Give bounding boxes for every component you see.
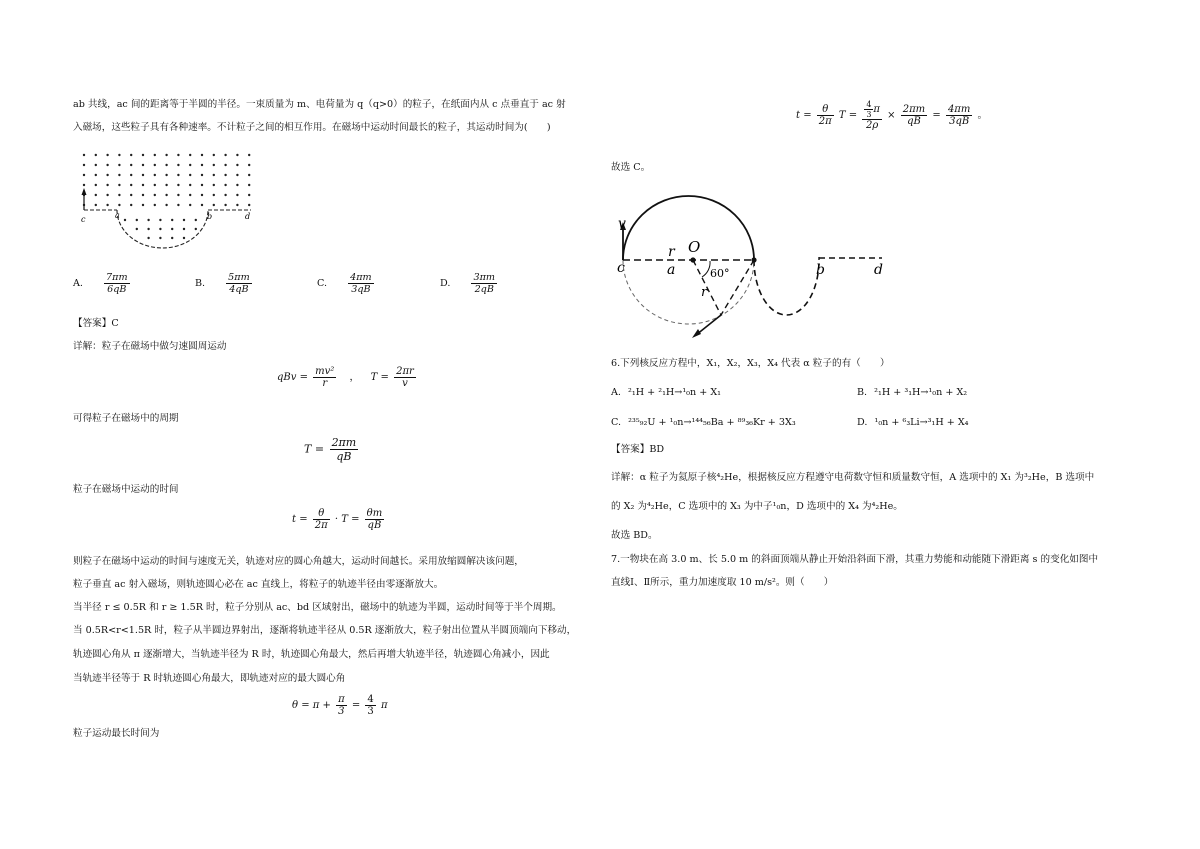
paragraph-5: 轨迹圆心角从 π 逐渐增大，当轨迹半径为 R 时，轨迹圆心角最大，然后再增大轨迹半径，轨迹圆心角减小，因此 bbox=[73, 649, 550, 660]
eq1-num1: mv² bbox=[315, 366, 335, 377]
field-dot bbox=[130, 174, 132, 176]
option-d-den: 2qB bbox=[474, 284, 494, 295]
field-dot bbox=[177, 184, 179, 186]
field-dot bbox=[201, 184, 203, 186]
field-dot bbox=[189, 164, 191, 166]
field-dot bbox=[130, 184, 132, 186]
field-dot bbox=[213, 194, 215, 196]
field-dot bbox=[130, 194, 132, 196]
field-dot bbox=[213, 184, 215, 186]
field-dot bbox=[159, 237, 161, 239]
field-dot bbox=[165, 154, 167, 156]
paragraph-3: 当半径 r ≤ 0.5R 和 r ≥ 1.5R 时，粒子分别从 ac、bd 区域射出，磁场中的轨迹为半圆，运动时间等于半个周期。 bbox=[73, 602, 562, 613]
field-dot bbox=[183, 237, 185, 239]
eq4-num1: π bbox=[338, 694, 345, 705]
eq4-den2: 3 bbox=[367, 706, 374, 717]
eq5-end: 。 bbox=[977, 110, 988, 121]
q6-option-c-label: C. bbox=[611, 417, 622, 428]
eq5-times: × bbox=[887, 110, 896, 121]
field-dot bbox=[95, 184, 97, 186]
paragraph-1: 则粒子在磁场中运动的时间与速度无关，轨迹对应的圆心角越大，运动时间越长。采用放缩圆解决该问题， bbox=[73, 556, 524, 567]
field-dot bbox=[224, 204, 226, 206]
field-dot bbox=[236, 194, 238, 196]
eq4-mid: = bbox=[351, 700, 361, 711]
field-dot bbox=[236, 174, 238, 176]
field-dot bbox=[224, 154, 226, 156]
field-dot bbox=[95, 164, 97, 166]
trajectory-figure bbox=[612, 195, 902, 345]
field-dot bbox=[248, 194, 250, 196]
field-dot bbox=[106, 204, 108, 206]
paragraph-6: 当轨迹半径等于 R 时轨迹圆心角最大，即轨迹对应的最大圆心角 bbox=[73, 673, 346, 684]
fig2-label-o: O bbox=[688, 238, 701, 256]
field-dot bbox=[142, 154, 144, 156]
field-dot bbox=[248, 164, 250, 166]
field-dot bbox=[118, 194, 120, 196]
fig2-label-a: a bbox=[667, 262, 676, 278]
field-dot bbox=[177, 154, 179, 156]
field-dot bbox=[130, 164, 132, 166]
field-dot bbox=[142, 204, 144, 206]
field-dot bbox=[106, 194, 108, 196]
field-dot bbox=[189, 204, 191, 206]
q6-option-a-text: ²₁H + ²₁H→¹₀n + X₁ bbox=[628, 387, 722, 398]
option-a-num: 7πm bbox=[106, 272, 128, 283]
fig2-label-r1: r bbox=[668, 244, 675, 260]
option-b-label: B. bbox=[195, 278, 206, 289]
time-text: 粒子在磁场中运动的时间 bbox=[73, 484, 179, 495]
field-dot bbox=[236, 184, 238, 186]
field-dot bbox=[171, 219, 173, 221]
field-dot bbox=[195, 219, 197, 221]
field-dot bbox=[213, 204, 215, 206]
field-dot bbox=[165, 184, 167, 186]
eq5-num3: 2πm bbox=[902, 104, 926, 115]
eq5-top-den: 3 bbox=[866, 110, 872, 119]
field-dot bbox=[106, 154, 108, 156]
option-d[interactable] bbox=[440, 272, 499, 295]
question-text-line2: 入磁场，这些粒子具有各种速率。不计粒子之间的相互作用。在磁场中运动时间最长的粒子，其运动时间为( ) bbox=[73, 122, 551, 133]
eq5-den4: 3qB bbox=[949, 116, 970, 127]
question-text-line1: ab 共线，ac 间的距离等于半圆的半径。一束质量为 m、电荷量为 q（q>0）的粒子，在纸面内从 c 点垂直于 ac 射 bbox=[73, 99, 566, 110]
q6-option-b[interactable] bbox=[857, 386, 967, 399]
equation-angle bbox=[292, 694, 388, 717]
option-d-label: D. bbox=[440, 278, 451, 289]
question-7-line2: 直线Ⅰ、Ⅱ所示，重力加速度取 10 m/s²。则（ ） bbox=[611, 577, 834, 588]
field-dot bbox=[142, 184, 144, 186]
field-dot bbox=[171, 237, 173, 239]
field-dot bbox=[118, 174, 120, 176]
period-text: 可得粒子在磁场中的周期 bbox=[73, 413, 179, 424]
fig1-label-d: d bbox=[245, 212, 251, 221]
eq5-den1: 2π bbox=[818, 116, 832, 127]
eq5-top-pi: π bbox=[873, 104, 880, 115]
field-dot bbox=[106, 164, 108, 166]
field-dot bbox=[224, 194, 226, 196]
field-dot bbox=[183, 228, 185, 230]
field-dot bbox=[118, 184, 120, 186]
field-dot bbox=[106, 174, 108, 176]
magnetic-field-figure bbox=[75, 148, 265, 253]
option-c-num: 4πm bbox=[350, 272, 372, 283]
eq5-mid: T = bbox=[838, 110, 858, 121]
field-dot bbox=[142, 174, 144, 176]
option-b-den: 4qB bbox=[229, 284, 249, 295]
eq5-num1: θ bbox=[817, 104, 834, 116]
field-dot bbox=[189, 154, 191, 156]
field-dot bbox=[106, 184, 108, 186]
eq5-num4: 4πm bbox=[947, 104, 971, 115]
fig2-label-v: v bbox=[618, 216, 626, 232]
answer-label: 【答案】C bbox=[73, 318, 119, 329]
field-dot bbox=[165, 204, 167, 206]
field-dot bbox=[147, 219, 149, 221]
eq3-den1: 2π bbox=[314, 520, 328, 531]
field-dot bbox=[213, 164, 215, 166]
field-dot bbox=[165, 164, 167, 166]
field-dot bbox=[248, 154, 250, 156]
eq5-top-num: 4 bbox=[866, 100, 872, 109]
detail-6-line2: 的 X₂ 为⁴₂He，C 选项中的 X₃ 为中子¹₀n，D 选项中的 X₄ 为⁴₂He。 bbox=[611, 501, 903, 512]
option-c-label: C. bbox=[317, 278, 328, 289]
field-dot bbox=[118, 204, 120, 206]
field-dot bbox=[159, 228, 161, 230]
eq5-den3: qB bbox=[907, 116, 921, 127]
field-dot bbox=[154, 174, 156, 176]
field-dot bbox=[236, 164, 238, 166]
eq5-equals: = bbox=[932, 110, 941, 121]
detail-6-line1: 详解：α 粒子为氦原子核⁴₂He，根据核反应方程遵守电荷数守恒和质量数守恒，A 选项中的 X₁ 为³₂He，B 选项中 bbox=[611, 472, 1095, 483]
equation-period bbox=[304, 436, 360, 463]
field-dot bbox=[136, 219, 138, 221]
choose-bd-text: 故选 BD。 bbox=[611, 530, 658, 541]
field-dot bbox=[171, 228, 173, 230]
fig2-label-r2: r bbox=[701, 285, 708, 300]
field-dot bbox=[183, 219, 185, 221]
field-dot bbox=[213, 174, 215, 176]
eq1-den2: v bbox=[402, 378, 408, 389]
field-dot bbox=[95, 204, 97, 206]
field-dot bbox=[124, 219, 126, 221]
option-a[interactable] bbox=[73, 272, 132, 295]
field-dot bbox=[213, 154, 215, 156]
eq1-den1: r bbox=[322, 378, 328, 389]
eq5-den-mid: 2ρ bbox=[866, 120, 879, 131]
fig1-label-c: c bbox=[81, 215, 86, 224]
eq3-num1: θ bbox=[313, 508, 330, 520]
eq1-lhs2: T = bbox=[370, 372, 389, 383]
field-dot bbox=[165, 194, 167, 196]
field-dot bbox=[224, 184, 226, 186]
eq4-den1: 3 bbox=[338, 706, 345, 717]
fig1-label-b: b bbox=[207, 212, 213, 221]
field-dot bbox=[201, 194, 203, 196]
field-dot bbox=[177, 174, 179, 176]
equation-time bbox=[292, 508, 386, 531]
field-dot bbox=[177, 194, 179, 196]
field-dot bbox=[95, 194, 97, 196]
field-dot bbox=[177, 204, 179, 206]
field-dot bbox=[189, 174, 191, 176]
eq2-lhs: T = bbox=[304, 442, 325, 456]
detail-intro: 详解：粒子在磁场中做匀速圆周运动 bbox=[73, 341, 227, 352]
field-dot bbox=[154, 194, 156, 196]
eq2-den: qB bbox=[336, 450, 352, 463]
field-dot bbox=[201, 164, 203, 166]
q6-option-c-text: ²³⁵₉₂U + ¹₀n→¹⁴⁴₅₆Ba + ⁸⁹₃₆Kr + 3X₃ bbox=[628, 417, 796, 428]
fig2-label-angle: 60° bbox=[710, 267, 730, 280]
field-dot bbox=[83, 184, 85, 186]
paragraph-2: 粒子垂直 ac 射入磁场，则轨迹圆心必在 ac 直线上，将粒子的轨迹半径由零逐渐放大。 bbox=[73, 579, 444, 590]
field-dot bbox=[236, 204, 238, 206]
field-dot bbox=[248, 174, 250, 176]
question-7-line1: 7.一物块在高 3.0 m、长 5.0 m 的斜面顶端从静止开始沿斜面下滑，其重力势能和动能随下滑距离 s 的变化如图中 bbox=[611, 554, 1099, 565]
q6-option-d[interactable] bbox=[857, 416, 969, 429]
field-dot bbox=[154, 164, 156, 166]
fig2-label-c: c bbox=[617, 260, 625, 276]
q6-option-d-text: ¹₀n + ⁶₃Li→³₁H + X₄ bbox=[874, 417, 969, 428]
eq1-sep: ， bbox=[349, 372, 360, 383]
answer-6: 【答案】BD bbox=[611, 444, 665, 455]
q6-option-a-label: A. bbox=[611, 387, 621, 398]
fig2-label-d: d bbox=[874, 262, 883, 278]
field-dot bbox=[195, 228, 197, 230]
field-dot bbox=[224, 174, 226, 176]
field-dot bbox=[142, 164, 144, 166]
field-dot bbox=[224, 164, 226, 166]
paragraph-4: 当 0.5R<r<1.5R 时，粒子从半圆边界射出，逐渐将轨迹半径从 0.5R 逐渐放大，粒子射出位置从半圆顶端向下移动， bbox=[73, 625, 577, 636]
equation-longest-time bbox=[796, 100, 988, 131]
field-dot bbox=[201, 154, 203, 156]
field-dot bbox=[165, 174, 167, 176]
field-dot bbox=[154, 154, 156, 156]
field-dot bbox=[95, 174, 97, 176]
eq4-tail: π bbox=[380, 700, 388, 711]
q6-option-c[interactable] bbox=[611, 416, 796, 429]
field-dot bbox=[142, 194, 144, 196]
field-dot bbox=[83, 174, 85, 176]
eq3-lhs: t = bbox=[292, 514, 308, 525]
fig2-label-b: b bbox=[816, 262, 825, 278]
eq5-lhs: t = bbox=[796, 110, 812, 121]
field-dot bbox=[130, 154, 132, 156]
field-dot bbox=[130, 204, 132, 206]
q6-option-b-label: B. bbox=[857, 387, 868, 398]
field-dot bbox=[118, 164, 120, 166]
field-dot bbox=[147, 237, 149, 239]
eq4-lhs: θ = π + bbox=[292, 700, 331, 711]
field-dot bbox=[248, 204, 250, 206]
option-a-den: 6qB bbox=[107, 284, 127, 295]
option-b-num: 5πm bbox=[228, 272, 250, 283]
eq1-num2: 2πr bbox=[396, 366, 414, 377]
field-dot bbox=[83, 164, 85, 166]
field-dot bbox=[95, 154, 97, 156]
field-dot bbox=[189, 184, 191, 186]
eq4-num2: 4 bbox=[367, 694, 374, 705]
eq3-den2: qB bbox=[367, 520, 382, 531]
equation-lorentz bbox=[277, 366, 418, 389]
field-dot bbox=[154, 204, 156, 206]
option-d-num: 3πm bbox=[473, 272, 495, 283]
field-dot bbox=[177, 164, 179, 166]
field-dot bbox=[201, 174, 203, 176]
field-dot bbox=[201, 204, 203, 206]
field-dot bbox=[189, 194, 191, 196]
q6-option-b-text: ²₁H + ³₁H→¹₀n + X₂ bbox=[874, 387, 968, 398]
field-dot bbox=[136, 228, 138, 230]
option-c[interactable] bbox=[317, 272, 376, 295]
question-6: 6.下列核反应方程中，X₁，X₂，X₃，X₄ 代表 α 粒子的有（ ） bbox=[611, 358, 890, 369]
choose-c-text: 故选 C。 bbox=[611, 162, 651, 173]
longest-time-text: 粒子运动最长时间为 bbox=[73, 728, 160, 739]
field-dot bbox=[159, 219, 161, 221]
option-b[interactable] bbox=[195, 272, 254, 295]
field-dot bbox=[236, 154, 238, 156]
q6-option-d-label: D. bbox=[857, 417, 868, 428]
eq3-mid: · T = bbox=[334, 514, 360, 525]
field-dot bbox=[154, 184, 156, 186]
field-dot bbox=[83, 154, 85, 156]
eq3-num2: θm bbox=[366, 508, 383, 519]
q6-option-a[interactable] bbox=[611, 386, 721, 399]
eq2-num: 2πm bbox=[331, 436, 357, 449]
option-c-den: 3qB bbox=[351, 284, 371, 295]
field-dot bbox=[118, 154, 120, 156]
fig1-label-a: a bbox=[115, 211, 120, 220]
field-dot bbox=[147, 228, 149, 230]
option-a-label: A. bbox=[73, 278, 83, 289]
field-dot bbox=[248, 184, 250, 186]
eq1-lhs: qBv = bbox=[277, 372, 308, 383]
